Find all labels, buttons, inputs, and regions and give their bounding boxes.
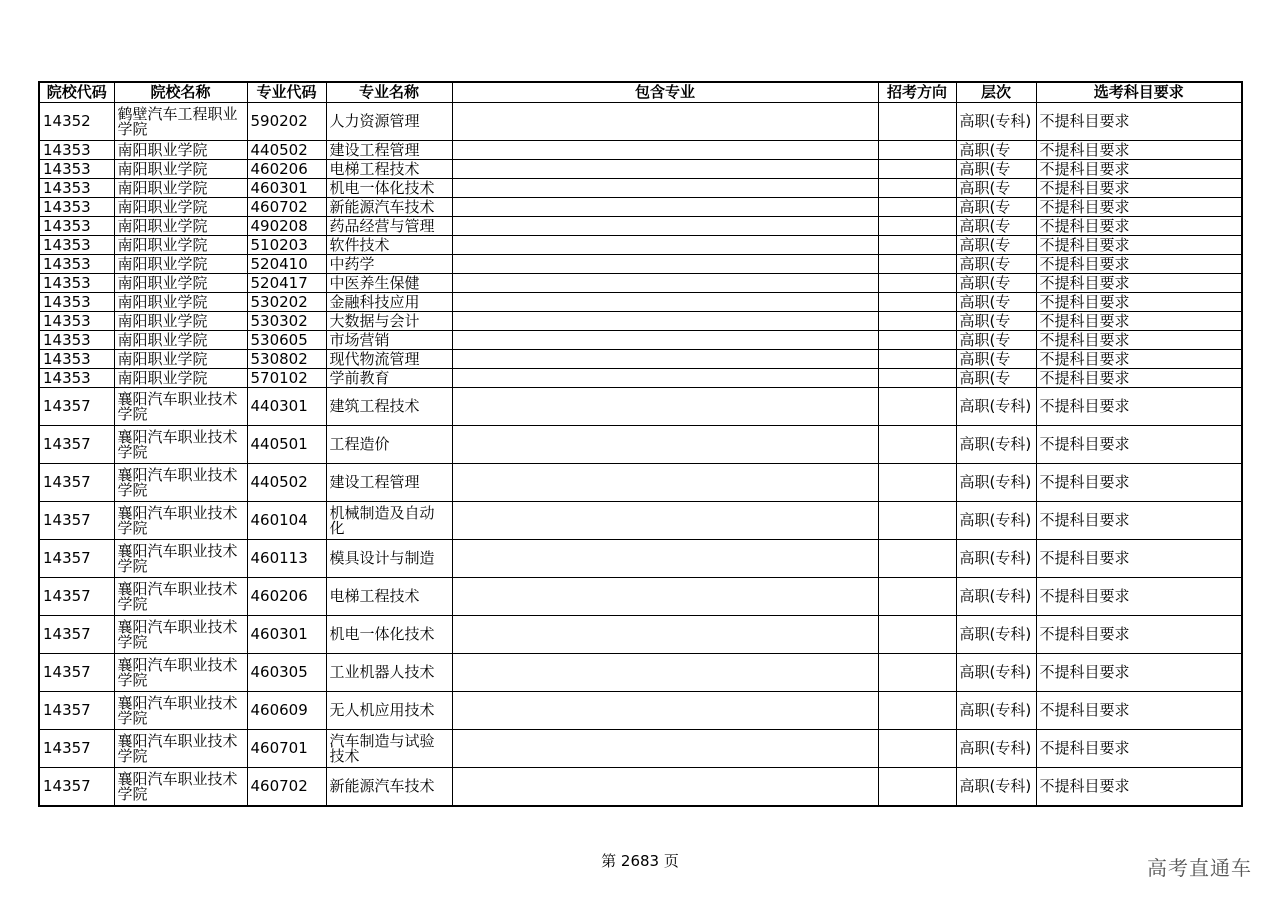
header-subject-requirement: 选考科目要求	[1036, 82, 1242, 103]
admissions-table	[38, 81, 1243, 807]
included-majors-cell	[452, 540, 878, 578]
major-name-cell: 人力资源管理	[326, 103, 452, 141]
included-majors-cell	[452, 141, 878, 160]
level-cell: 高职(专	[956, 255, 1036, 274]
included-majors-cell	[452, 654, 878, 692]
direction-cell	[878, 179, 956, 198]
major-code-cell: 460206	[247, 160, 326, 179]
major-code-cell: 440301	[247, 388, 326, 426]
level-cell: 高职(专科)	[956, 692, 1036, 730]
direction-cell	[878, 312, 956, 331]
school-name-cell: 南阳职业学院	[114, 331, 247, 350]
table-row	[39, 255, 1242, 274]
school-code-cell: 14353	[39, 160, 114, 179]
direction-cell	[878, 293, 956, 312]
major-code-cell: 590202	[247, 103, 326, 141]
school-code-cell: 14357	[39, 502, 114, 540]
included-majors-cell	[452, 103, 878, 141]
level-cell: 高职(专科)	[956, 730, 1036, 768]
watermark-text: 高考直通车	[1147, 856, 1252, 880]
school-code-cell: 14353	[39, 198, 114, 217]
school-name-cell: 南阳职业学院	[114, 369, 247, 388]
school-code-cell: 14353	[39, 255, 114, 274]
direction-cell	[878, 540, 956, 578]
header-level: 层次	[956, 82, 1036, 103]
direction-cell	[878, 768, 956, 807]
subject-requirement-cell: 不提科目要求	[1036, 369, 1242, 388]
major-name-cell: 学前教育	[326, 369, 452, 388]
major-code-cell: 460305	[247, 654, 326, 692]
direction-cell	[878, 255, 956, 274]
major-code-cell: 460701	[247, 730, 326, 768]
subject-requirement-cell: 不提科目要求	[1036, 160, 1242, 179]
school-name-cell: 襄阳汽车职业技术学院	[114, 578, 247, 616]
header-direction: 招考方向	[878, 82, 956, 103]
included-majors-cell	[452, 160, 878, 179]
level-cell: 高职(专科)	[956, 388, 1036, 426]
subject-requirement-cell: 不提科目要求	[1036, 293, 1242, 312]
level-cell: 高职(专	[956, 236, 1036, 255]
direction-cell	[878, 654, 956, 692]
table-row	[39, 464, 1242, 502]
table-row	[39, 502, 1242, 540]
major-name-cell: 机电一体化技术	[326, 616, 452, 654]
subject-requirement-cell: 不提科目要求	[1036, 198, 1242, 217]
included-majors-cell	[452, 236, 878, 255]
school-code-cell: 14353	[39, 350, 114, 369]
table-row	[39, 692, 1242, 730]
included-majors-cell	[452, 730, 878, 768]
subject-requirement-cell: 不提科目要求	[1036, 654, 1242, 692]
school-code-cell: 14357	[39, 388, 114, 426]
level-cell: 高职(专	[956, 217, 1036, 236]
direction-cell	[878, 141, 956, 160]
page-number: 第 2683 页	[601, 852, 679, 870]
school-code-cell: 14357	[39, 730, 114, 768]
subject-requirement-cell: 不提科目要求	[1036, 179, 1242, 198]
major-code-cell: 440501	[247, 426, 326, 464]
header-major-name: 专业名称	[326, 82, 452, 103]
major-name-cell: 中医养生保健	[326, 274, 452, 293]
school-name-cell: 南阳职业学院	[114, 312, 247, 331]
major-code-cell: 460113	[247, 540, 326, 578]
major-code-cell: 460301	[247, 616, 326, 654]
school-name-cell: 南阳职业学院	[114, 198, 247, 217]
subject-requirement-cell: 不提科目要求	[1036, 331, 1242, 350]
direction-cell	[878, 331, 956, 350]
major-name-cell: 软件技术	[326, 236, 452, 255]
subject-requirement-cell: 不提科目要求	[1036, 426, 1242, 464]
table-row	[39, 160, 1242, 179]
level-cell: 高职(专科)	[956, 502, 1036, 540]
subject-requirement-cell: 不提科目要求	[1036, 540, 1242, 578]
school-code-cell: 14353	[39, 179, 114, 198]
school-name-cell: 襄阳汽车职业技术学院	[114, 616, 247, 654]
table-row	[39, 141, 1242, 160]
header-included-majors: 包含专业	[452, 82, 878, 103]
school-name-cell: 南阳职业学院	[114, 179, 247, 198]
school-code-cell: 14353	[39, 236, 114, 255]
school-name-cell: 南阳职业学院	[114, 236, 247, 255]
included-majors-cell	[452, 692, 878, 730]
major-name-cell: 中药学	[326, 255, 452, 274]
major-name-cell: 电梯工程技术	[326, 578, 452, 616]
major-code-cell: 460702	[247, 198, 326, 217]
school-code-cell: 14357	[39, 464, 114, 502]
included-majors-cell	[452, 217, 878, 236]
direction-cell	[878, 103, 956, 141]
subject-requirement-cell: 不提科目要求	[1036, 388, 1242, 426]
level-cell: 高职(专科)	[956, 540, 1036, 578]
school-name-cell: 襄阳汽车职业技术学院	[114, 692, 247, 730]
school-name-cell: 南阳职业学院	[114, 141, 247, 160]
major-code-cell: 530802	[247, 350, 326, 369]
school-name-cell: 襄阳汽车职业技术学院	[114, 388, 247, 426]
included-majors-cell	[452, 616, 878, 654]
school-code-cell: 14353	[39, 369, 114, 388]
major-code-cell: 460104	[247, 502, 326, 540]
subject-requirement-cell: 不提科目要求	[1036, 236, 1242, 255]
subject-requirement-cell: 不提科目要求	[1036, 350, 1242, 369]
subject-requirement-cell: 不提科目要求	[1036, 255, 1242, 274]
direction-cell	[878, 388, 956, 426]
subject-requirement-cell: 不提科目要求	[1036, 464, 1242, 502]
included-majors-cell	[452, 331, 878, 350]
school-code-cell: 14357	[39, 768, 114, 807]
subject-requirement-cell: 不提科目要求	[1036, 692, 1242, 730]
major-code-cell: 510203	[247, 236, 326, 255]
table-row	[39, 730, 1242, 768]
included-majors-cell	[452, 198, 878, 217]
level-cell: 高职(专	[956, 198, 1036, 217]
school-name-cell: 南阳职业学院	[114, 160, 247, 179]
major-name-cell: 金融科技应用	[326, 293, 452, 312]
included-majors-cell	[452, 369, 878, 388]
direction-cell	[878, 616, 956, 654]
direction-cell	[878, 692, 956, 730]
school-code-cell: 14357	[39, 692, 114, 730]
direction-cell	[878, 217, 956, 236]
subject-requirement-cell: 不提科目要求	[1036, 502, 1242, 540]
table-row	[39, 274, 1242, 293]
major-name-cell: 汽车制造与试验技术	[326, 730, 452, 768]
table-body	[39, 103, 1242, 807]
direction-cell	[878, 198, 956, 217]
major-name-cell: 建设工程管理	[326, 464, 452, 502]
header-school-name: 院校名称	[114, 82, 247, 103]
level-cell: 高职(专科)	[956, 616, 1036, 654]
table-row	[39, 331, 1242, 350]
included-majors-cell	[452, 312, 878, 331]
major-code-cell: 460702	[247, 768, 326, 807]
school-name-cell: 襄阳汽车职业技术学院	[114, 464, 247, 502]
table-row	[39, 426, 1242, 464]
included-majors-cell	[452, 388, 878, 426]
major-code-cell: 460206	[247, 578, 326, 616]
subject-requirement-cell: 不提科目要求	[1036, 217, 1242, 236]
level-cell: 高职(专科)	[956, 768, 1036, 807]
table-row	[39, 198, 1242, 217]
major-code-cell: 460609	[247, 692, 326, 730]
major-name-cell: 新能源汽车技术	[326, 198, 452, 217]
table-row	[39, 217, 1242, 236]
direction-cell	[878, 274, 956, 293]
level-cell: 高职(专科)	[956, 654, 1036, 692]
table-row	[39, 388, 1242, 426]
direction-cell	[878, 464, 956, 502]
subject-requirement-cell: 不提科目要求	[1036, 312, 1242, 331]
major-code-cell: 490208	[247, 217, 326, 236]
included-majors-cell	[452, 578, 878, 616]
direction-cell	[878, 369, 956, 388]
level-cell: 高职(专	[956, 312, 1036, 331]
school-code-cell: 14353	[39, 141, 114, 160]
table-row	[39, 350, 1242, 369]
school-name-cell: 南阳职业学院	[114, 217, 247, 236]
level-cell: 高职(专	[956, 274, 1036, 293]
level-cell: 高职(专	[956, 160, 1036, 179]
table-row	[39, 236, 1242, 255]
school-code-cell: 14357	[39, 578, 114, 616]
major-code-cell: 570102	[247, 369, 326, 388]
major-code-cell: 530605	[247, 331, 326, 350]
major-name-cell: 现代物流管理	[326, 350, 452, 369]
school-code-cell: 14357	[39, 540, 114, 578]
included-majors-cell	[452, 255, 878, 274]
table-row	[39, 540, 1242, 578]
major-name-cell: 大数据与会计	[326, 312, 452, 331]
direction-cell	[878, 236, 956, 255]
major-name-cell: 无人机应用技术	[326, 692, 452, 730]
school-code-cell: 14357	[39, 616, 114, 654]
subject-requirement-cell: 不提科目要求	[1036, 730, 1242, 768]
school-code-cell: 14353	[39, 312, 114, 331]
major-code-cell: 530302	[247, 312, 326, 331]
major-name-cell: 模具设计与制造	[326, 540, 452, 578]
school-name-cell: 襄阳汽车职业技术学院	[114, 768, 247, 807]
school-code-cell: 14353	[39, 293, 114, 312]
school-name-cell: 襄阳汽车职业技术学院	[114, 730, 247, 768]
major-code-cell: 530202	[247, 293, 326, 312]
table-row	[39, 312, 1242, 331]
major-name-cell: 机械制造及自动化	[326, 502, 452, 540]
school-code-cell: 14353	[39, 331, 114, 350]
included-majors-cell	[452, 274, 878, 293]
direction-cell	[878, 730, 956, 768]
school-name-cell: 南阳职业学院	[114, 293, 247, 312]
major-code-cell: 520410	[247, 255, 326, 274]
level-cell: 高职(专科)	[956, 426, 1036, 464]
major-name-cell: 药品经营与管理	[326, 217, 452, 236]
included-majors-cell	[452, 426, 878, 464]
level-cell: 高职(专科)	[956, 103, 1036, 141]
direction-cell	[878, 578, 956, 616]
school-name-cell: 南阳职业学院	[114, 255, 247, 274]
school-name-cell: 南阳职业学院	[114, 274, 247, 293]
table-row	[39, 179, 1242, 198]
school-code-cell: 14357	[39, 654, 114, 692]
included-majors-cell	[452, 768, 878, 807]
included-majors-cell	[452, 464, 878, 502]
table-row	[39, 103, 1242, 141]
included-majors-cell	[452, 179, 878, 198]
direction-cell	[878, 160, 956, 179]
school-name-cell: 襄阳汽车职业技术学院	[114, 502, 247, 540]
school-code-cell: 14357	[39, 426, 114, 464]
school-code-cell: 14353	[39, 274, 114, 293]
level-cell: 高职(专	[956, 293, 1036, 312]
table-row	[39, 654, 1242, 692]
subject-requirement-cell: 不提科目要求	[1036, 768, 1242, 807]
major-name-cell: 工业机器人技术	[326, 654, 452, 692]
direction-cell	[878, 350, 956, 369]
table-row	[39, 578, 1242, 616]
major-name-cell: 新能源汽车技术	[326, 768, 452, 807]
school-code-cell: 14352	[39, 103, 114, 141]
level-cell: 高职(专	[956, 179, 1036, 198]
school-name-cell: 襄阳汽车职业技术学院	[114, 540, 247, 578]
major-name-cell: 机电一体化技术	[326, 179, 452, 198]
school-code-cell: 14353	[39, 217, 114, 236]
included-majors-cell	[452, 502, 878, 540]
header-row	[39, 82, 1242, 103]
header-school-code: 院校代码	[39, 82, 114, 103]
school-name-cell: 南阳职业学院	[114, 350, 247, 369]
table-row	[39, 616, 1242, 654]
subject-requirement-cell: 不提科目要求	[1036, 141, 1242, 160]
included-majors-cell	[452, 350, 878, 369]
direction-cell	[878, 502, 956, 540]
school-name-cell: 襄阳汽车职业技术学院	[114, 654, 247, 692]
level-cell: 高职(专	[956, 369, 1036, 388]
level-cell: 高职(专科)	[956, 464, 1036, 502]
level-cell: 高职(专	[956, 141, 1036, 160]
direction-cell	[878, 426, 956, 464]
major-name-cell: 工程造价	[326, 426, 452, 464]
subject-requirement-cell: 不提科目要求	[1036, 616, 1242, 654]
table-row	[39, 369, 1242, 388]
table-row	[39, 768, 1242, 807]
major-name-cell: 市场营销	[326, 331, 452, 350]
subject-requirement-cell: 不提科目要求	[1036, 103, 1242, 141]
major-code-cell: 440502	[247, 464, 326, 502]
major-name-cell: 建筑工程技术	[326, 388, 452, 426]
header-major-code: 专业代码	[247, 82, 326, 103]
major-name-cell: 电梯工程技术	[326, 160, 452, 179]
school-name-cell: 襄阳汽车职业技术学院	[114, 426, 247, 464]
subject-requirement-cell: 不提科目要求	[1036, 274, 1242, 293]
school-name-cell: 鹤壁汽车工程职业学院	[114, 103, 247, 141]
level-cell: 高职(专	[956, 350, 1036, 369]
major-code-cell: 520417	[247, 274, 326, 293]
subject-requirement-cell: 不提科目要求	[1036, 578, 1242, 616]
level-cell: 高职(专科)	[956, 578, 1036, 616]
major-code-cell: 460301	[247, 179, 326, 198]
level-cell: 高职(专	[956, 331, 1036, 350]
major-name-cell: 建设工程管理	[326, 141, 452, 160]
included-majors-cell	[452, 293, 878, 312]
major-code-cell: 440502	[247, 141, 326, 160]
table-row	[39, 293, 1242, 312]
